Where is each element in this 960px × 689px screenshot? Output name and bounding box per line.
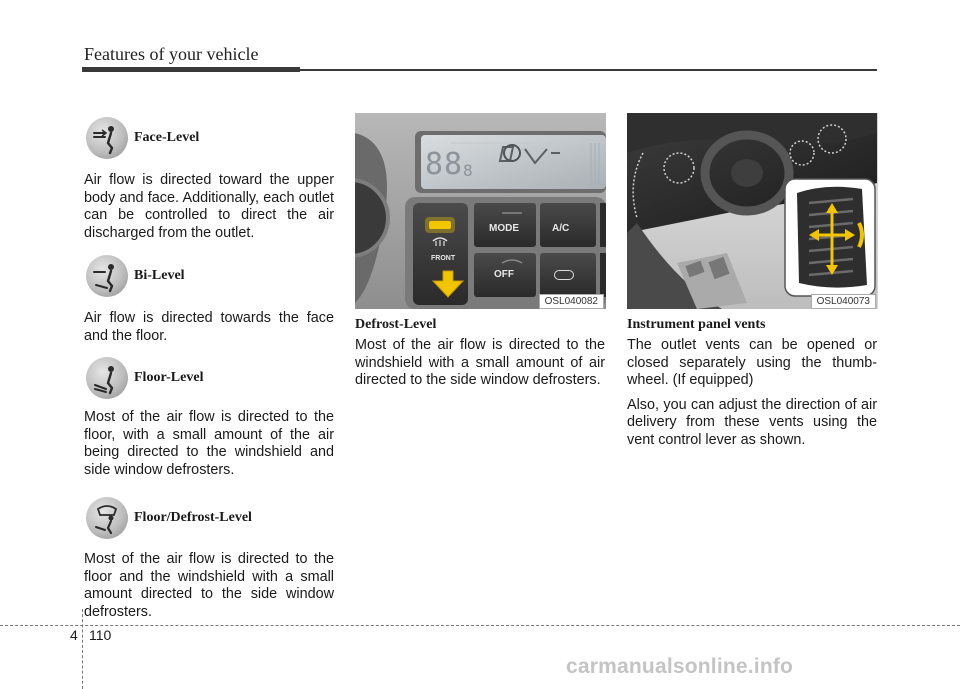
panel-display-small-digit: 8 [463, 161, 473, 180]
ac-button-label: A/C [552, 223, 570, 234]
front-defrost-label: FRONT [431, 255, 456, 262]
defrost-level-body [355, 337, 605, 397]
face-level-text: Air flow is directed toward the upper body and face. Additionally, each outlet can be controlled to direct the air discharged from the outlet. [84, 172, 334, 241]
page-number: 110 [89, 627, 112, 643]
instrument-panel-vents-title: Instrument panel vents [627, 317, 766, 332]
instrument-panel-photo [627, 113, 878, 309]
mode-button-label: MODE [489, 223, 519, 234]
bi-level-title: Bi-Level [134, 268, 185, 283]
instrument-panel-illustration [627, 113, 877, 309]
recirculation-icon [554, 270, 574, 280]
floor-defrost-level-title: Floor/Defrost-Level [134, 510, 252, 525]
face-level-title: Face-Level [134, 130, 200, 145]
defrost-display-icon [503, 144, 521, 162]
floor-level-icon [86, 357, 128, 399]
face-level-icon [86, 117, 128, 159]
climate-panel-photo [355, 113, 606, 309]
chapter-number: 4 [70, 627, 78, 643]
floor-level-text: Most of the air flow is directed to the floor, with a small amount of the air being directed to the windshield and side window defrosters. [84, 409, 334, 478]
page-header-title: Features of your vehicle [84, 44, 259, 64]
defrost-level-title: Defrost-Level [355, 317, 437, 332]
watermark: carmanualsonline.info [566, 655, 794, 678]
header-rule [300, 69, 877, 71]
off-button-label: OFF [494, 269, 514, 280]
vents-text-thumbwheel: The outlet vents can be opened or closed separately using the thumb-wheel. (If equipped) [627, 337, 877, 388]
footer-rule [0, 625, 960, 626]
image-code-vents: OSL040073 [811, 294, 876, 309]
header-bar [82, 67, 300, 72]
vents-text-lever: Also, you can adjust the direction of air delivery from these vents using the vent control lever as shown. [627, 396, 877, 448]
bi-level-text: Air flow is directed towards the face and the floor. [84, 310, 334, 344]
footer-margin-rule [82, 609, 83, 689]
instrument-panel-vents-body [627, 337, 877, 456]
bi-level-icon [86, 255, 128, 297]
image-code-defrost: OSL040082 [539, 294, 604, 309]
floor-level-title: Floor-Level [134, 370, 204, 385]
defrost-level-text: Most of the air flow is directed to the windshield with a small amount of air directed to the side window defrosters. [355, 337, 605, 388]
floor-defrost-level-text: Most of the air flow is directed to the floor and the windshield with a small amount directed to the side window defrosters. [84, 551, 334, 620]
floor-defrost-level-icon [86, 497, 128, 539]
panel-display-digits: 88 [425, 147, 464, 182]
